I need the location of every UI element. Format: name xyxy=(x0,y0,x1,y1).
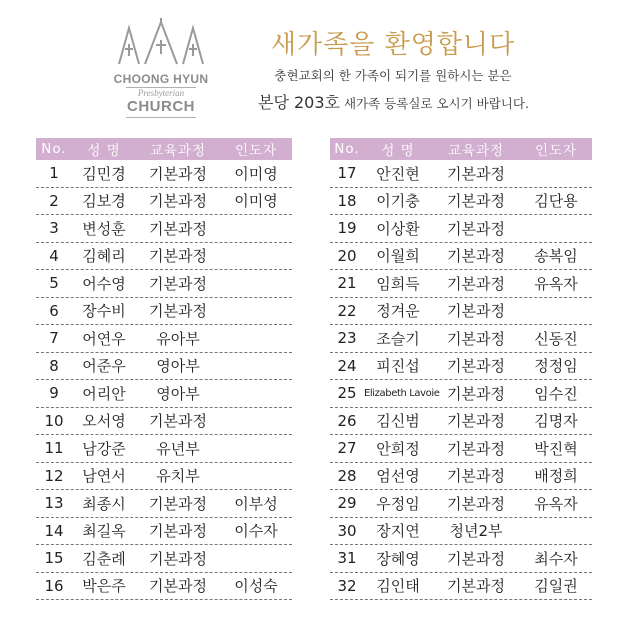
row-guide: 이수자 xyxy=(234,522,278,541)
row-no: 12 xyxy=(44,466,64,485)
logo-church-name: CHOONG HYUN xyxy=(113,72,209,86)
row-no: 4 xyxy=(49,246,59,265)
church-spires-icon xyxy=(111,18,211,66)
row-name: 김혜리 xyxy=(82,247,126,266)
row-course: 기본과정 xyxy=(447,219,505,238)
table-row xyxy=(330,160,592,188)
row-no: 2 xyxy=(49,191,59,210)
row-no: 1 xyxy=(49,164,59,183)
row-name: 어리안 xyxy=(82,384,126,403)
row-guide: 정정임 xyxy=(534,357,578,376)
row-no: 29 xyxy=(337,494,357,513)
row-no: 13 xyxy=(44,494,64,513)
row-guide: 김명자 xyxy=(534,412,578,431)
roster-table-right xyxy=(330,138,592,600)
row-name: 조슬기 xyxy=(376,329,420,348)
row-name: 엄선영 xyxy=(376,467,420,486)
header-no: No. xyxy=(41,141,67,157)
row-no: 18 xyxy=(337,191,357,210)
row-name: 장지연 xyxy=(376,522,420,541)
header-name: 성 명 xyxy=(87,143,121,159)
row-no: 17 xyxy=(337,164,357,183)
table-row xyxy=(330,435,592,463)
row-guide: 송복임 xyxy=(534,247,578,266)
table-row xyxy=(36,380,292,408)
table-row xyxy=(36,188,292,216)
row-guide: 이미영 xyxy=(234,192,278,211)
row-course: 기본과정 xyxy=(149,247,207,266)
row-name: 이상환 xyxy=(376,219,420,238)
row-course: 기본과정 xyxy=(447,302,505,321)
row-course: 영아부 xyxy=(156,384,200,403)
header-name: 성 명 xyxy=(381,143,415,159)
row-name: 피진섭 xyxy=(376,357,420,376)
table-row xyxy=(330,380,592,408)
table-row xyxy=(36,573,292,601)
row-name: 남연서 xyxy=(82,467,126,486)
table-row xyxy=(330,215,592,243)
row-course: 기본과정 xyxy=(447,247,505,266)
row-guide: 최수자 xyxy=(534,549,578,568)
table-header xyxy=(330,138,592,160)
row-name: 이기충 xyxy=(376,192,420,211)
row-name: 변성훈 xyxy=(82,219,126,238)
room-instruction: 새가족 등록실로 오시기 바랍니다. xyxy=(340,96,529,111)
table-row xyxy=(330,518,592,546)
row-name: 안희정 xyxy=(376,439,420,458)
row-guide: 신동진 xyxy=(534,329,578,348)
row-name: 박은주 xyxy=(82,577,126,596)
row-course: 기본과정 xyxy=(447,329,505,348)
row-guide: 김일권 xyxy=(534,577,578,596)
row-course: 유아부 xyxy=(156,329,200,348)
row-guide: 김단용 xyxy=(534,192,578,211)
row-no: 9 xyxy=(49,384,59,403)
row-course: 청년2부 xyxy=(449,522,503,541)
row-guide: 배정희 xyxy=(534,467,578,486)
row-course: 기본과정 xyxy=(447,192,505,211)
row-course: 영아부 xyxy=(156,357,200,376)
row-course: 기본과정 xyxy=(149,302,207,321)
row-course: 기본과정 xyxy=(447,164,505,183)
row-course: 기본과정 xyxy=(149,164,207,183)
row-name: 임희득 xyxy=(376,274,420,293)
row-no: 21 xyxy=(337,274,357,293)
row-no: 22 xyxy=(337,301,357,320)
church-logo xyxy=(96,18,226,122)
row-name: 어준우 xyxy=(82,357,126,376)
table-row xyxy=(36,408,292,436)
row-no: 27 xyxy=(337,439,357,458)
roster-table-left xyxy=(36,138,292,600)
row-no: 10 xyxy=(44,411,64,430)
row-no: 32 xyxy=(337,576,357,595)
welcome-instruction: 충현교회의 한 가족이 되기를 원하시는 분은 xyxy=(274,68,512,83)
row-course: 기본과정 xyxy=(447,494,505,513)
row-name: 정겨운 xyxy=(376,302,420,321)
table-row xyxy=(36,435,292,463)
table-row xyxy=(330,463,592,491)
row-name: 남강준 xyxy=(82,439,126,458)
row-course: 기본과정 xyxy=(447,467,505,486)
row-no: 7 xyxy=(49,329,59,348)
row-course: 기본과정 xyxy=(149,522,207,541)
row-guide: 임수진 xyxy=(534,384,578,403)
row-guide: 유옥자 xyxy=(534,494,578,513)
table-row xyxy=(36,215,292,243)
row-no: 8 xyxy=(49,356,59,375)
row-course: 기본과정 xyxy=(447,357,505,376)
table-row xyxy=(330,188,592,216)
row-name: 안진현 xyxy=(376,164,420,183)
table-body xyxy=(36,160,292,600)
row-no: 6 xyxy=(49,301,59,320)
logo-church-word: CHURCH xyxy=(127,98,195,115)
row-no: 30 xyxy=(337,521,357,540)
table-row xyxy=(36,353,292,381)
table-row xyxy=(36,490,292,518)
row-name: 최종시 xyxy=(82,494,126,513)
row-no: 16 xyxy=(44,576,64,595)
table-row xyxy=(36,463,292,491)
row-name: 최길옥 xyxy=(82,522,126,541)
row-no: 19 xyxy=(337,219,357,238)
table-header xyxy=(36,138,292,160)
row-course: 기본과정 xyxy=(447,274,505,293)
row-name: 어연우 xyxy=(82,329,126,348)
row-course: 유치부 xyxy=(156,467,200,486)
row-course: 기본과정 xyxy=(447,577,505,596)
row-no: 26 xyxy=(337,411,357,430)
welcome-title: 새가족을 환영합니다 xyxy=(270,30,516,60)
table-row xyxy=(36,160,292,188)
row-name: 김보경 xyxy=(82,192,126,211)
row-no: 14 xyxy=(44,521,64,540)
row-name: 오서영 xyxy=(82,412,126,431)
row-course: 기본과정 xyxy=(447,412,505,431)
row-guide: 이부성 xyxy=(234,494,278,513)
row-name: 김인태 xyxy=(376,577,420,596)
row-no: 20 xyxy=(337,246,357,265)
row-name: 우정임 xyxy=(376,494,420,513)
row-no: 15 xyxy=(44,549,64,568)
table-row xyxy=(36,545,292,573)
row-course: 기본과정 xyxy=(149,577,207,596)
table-row xyxy=(330,490,592,518)
header-course: 교육과정 xyxy=(149,143,207,159)
row-no: 23 xyxy=(337,329,357,348)
header-guide: 인도자 xyxy=(534,143,578,159)
logo-subtitle: Presbyterian xyxy=(137,88,185,98)
table-row xyxy=(330,353,592,381)
row-name: 김민경 xyxy=(82,164,126,183)
table-row xyxy=(330,270,592,298)
logo-divider xyxy=(126,117,196,118)
row-course: 기본과정 xyxy=(149,494,207,513)
row-name: 김춘례 xyxy=(82,549,126,568)
table-row xyxy=(36,518,292,546)
row-course: 기본과정 xyxy=(149,549,207,568)
table-row xyxy=(36,298,292,326)
row-name: 김신범 xyxy=(376,412,420,431)
table-row xyxy=(330,243,592,271)
row-name: 장혜영 xyxy=(376,549,420,568)
row-course: 기본과정 xyxy=(149,412,207,431)
row-no: 3 xyxy=(49,219,59,238)
table-body xyxy=(330,160,592,600)
table-row xyxy=(330,298,592,326)
table-row xyxy=(36,243,292,271)
row-name: 장수비 xyxy=(82,302,126,321)
row-course: 기본과정 xyxy=(447,384,505,403)
row-course: 기본과정 xyxy=(149,219,207,238)
table-row xyxy=(330,408,592,436)
row-course: 기본과정 xyxy=(447,549,505,568)
row-no: 24 xyxy=(337,356,357,375)
table-row xyxy=(330,325,592,353)
row-course: 기본과정 xyxy=(447,439,505,458)
header-no: No. xyxy=(334,141,360,157)
row-course: 기본과정 xyxy=(149,192,207,211)
row-no: 31 xyxy=(337,549,357,568)
header-course: 교육과정 xyxy=(447,143,505,159)
row-no: 25 xyxy=(337,384,357,403)
row-course: 유년부 xyxy=(156,439,200,458)
table-row xyxy=(330,545,592,573)
row-no: 28 xyxy=(337,466,357,485)
row-no: 11 xyxy=(44,439,64,458)
header-guide: 인도자 xyxy=(234,143,278,159)
row-guide: 박진혁 xyxy=(534,439,578,458)
row-course: 기본과정 xyxy=(149,274,207,293)
table-row xyxy=(330,573,592,601)
row-name: Elizabeth Lavoie xyxy=(364,387,440,399)
row-no: 5 xyxy=(49,274,59,293)
row-name: 이월희 xyxy=(376,247,420,266)
row-guide: 이미영 xyxy=(234,164,278,183)
row-guide: 이성숙 xyxy=(234,577,278,596)
welcome-location xyxy=(258,90,528,113)
row-guide: 유옥자 xyxy=(534,274,578,293)
row-name: 어수영 xyxy=(82,274,126,293)
table-row xyxy=(36,325,292,353)
table-row xyxy=(36,270,292,298)
room-number: 본당 203호 xyxy=(258,93,340,112)
